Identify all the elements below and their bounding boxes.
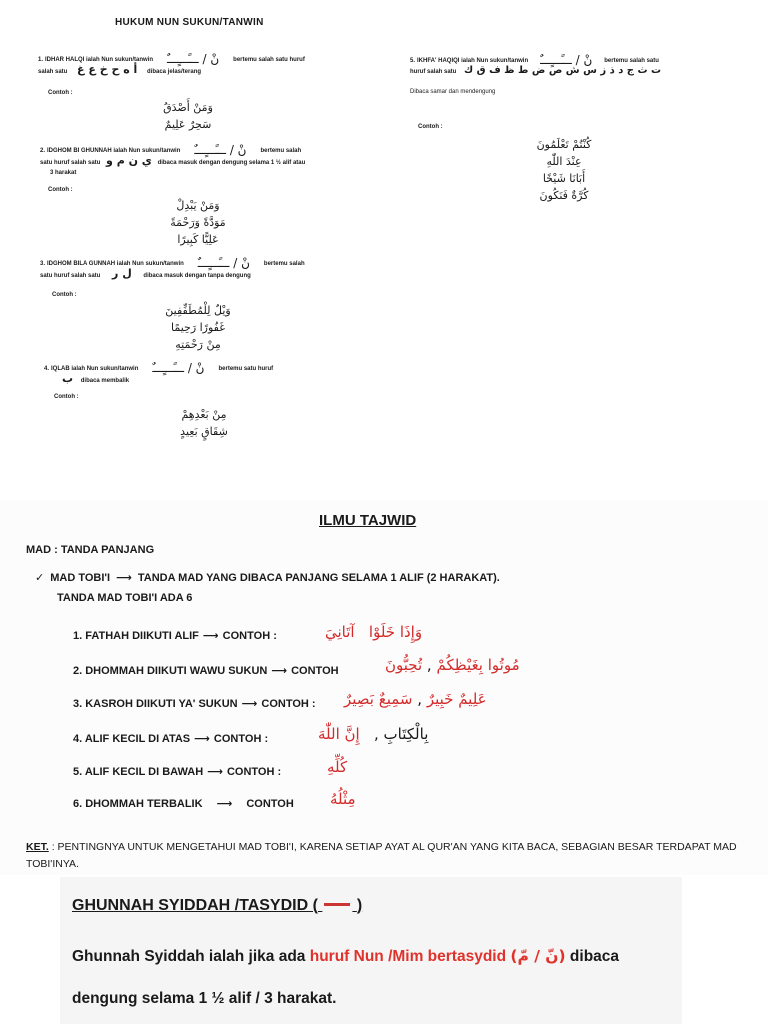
ket-text: : PENTINGNYA UNTUK MENGETAHUI MAD TOBI'I, KARENA SETIAP AYAT AL QUR'AN YANG KITA BACA, SEBAGIAN BESAR TERDAPAT MAD TOBI'INYA. [26,841,737,870]
definition-highlight: huruf Nun /Mim bertasydid [309,948,507,965]
mad-row-examples: عَلِيمٌ خَبِيرٌ , سَمِيعٌ بَصِيرٌ [344,690,487,708]
example-text: مِثْلُهُ [330,790,356,808]
example-text: عَلِيًّا كَبِيرًا [177,233,219,246]
nun-tanwin-symbol: نْ / ـــًـــٍـــٌ [167,52,220,66]
example-text: سَمِيعٌ بَصِيرٌ [344,690,413,708]
rule-idghom-bi-ghunnah [40,143,360,178]
mad-row-label: 3. KASROH DIIKUTI YA' SUKUN [73,698,238,710]
arrow-icon: ⟶ [116,572,132,584]
ket-label: KET. [26,841,49,853]
rule-heading: IQLAB ialah Nun sukun/tanwin [51,366,139,372]
mad-row-label: 6. DHOMMAH TERBALIK [73,798,203,810]
arrow-icon: ⟶ [202,630,219,642]
panel3-title-text: GHUNNAH SYIDDAH /TASYDID ( [72,897,318,914]
rule-tail: bertemu salah satu [604,58,659,64]
panel1-title: HUKUM NUN SUKUN/TANWIN [115,17,264,28]
example-text: إِنَّ اللّٰهَ [318,725,360,743]
mad-row-examples: بِالْكِتَابِ , إِنَّ اللّٰهَ [318,725,429,743]
rule-line3: 3 harakat [50,170,77,176]
example-text: مَوَدَّةً وَرَحْمَةً [170,216,226,229]
contoh-label: Contoh : [48,90,73,96]
example-text: وَمَنْ يَبْدِلْ [176,199,220,212]
rule-line2-pre: satu huruf salah satu [40,273,101,279]
example-text: كُنْتُمْ تَعْلَمُونَ [536,138,592,151]
mad-row [73,629,277,642]
mad-row-label: 5. ALIF KECIL DI BAWAH [73,766,204,778]
example-text: مُوتُوا بِغَيْظِكُمْ [436,656,520,674]
rule-heading: IDGHOM BI GHUNNAH ialah Nun sukun/tanwin [47,148,181,154]
example-text: أَبَانَا شَيْخًا [542,172,586,185]
mad-row-label: 1. FATHAH DIIKUTI ALIF [73,630,199,642]
rule-line2-post: dibaca masuk dengan dengung selama 1 ½ alif atau [157,160,306,166]
mad-row-contoh: CONTOH : [226,766,282,778]
example-text: غَفُورًا رَحِيمًا [170,321,225,334]
panel3-title-close: ) [356,897,363,914]
example-text: وَمَنْ أَصْدَقُ [163,101,213,114]
rule5-examples [504,136,624,204]
tobii-label: MAD TOBI'I [50,572,111,584]
ghunnah-definition [72,935,672,1020]
rule-heading: IDGHOM BILA GUNNAH ialah Nun sukun/tanwin [47,261,184,267]
rule-number: 4. [44,366,50,372]
rule-idghom-bila-ghunnah [40,256,360,281]
example-text: وَإِذَا خَلَوْا [368,623,423,641]
mad-row-contoh: CONTOH [291,665,339,677]
nun-sukun-rules-panel [0,0,768,455]
rule-line3: Dibaca samar dan mendengung [410,89,496,95]
ghunnah-syiddah-panel [60,877,682,1024]
panel3-title [72,897,362,915]
mad-row-examples [330,790,356,808]
definition-post: dibaca [569,948,620,965]
example-text: تُحِبُّونَ [385,656,423,674]
example-text: عِنْدَ اللّٰهِ [546,155,582,168]
mad-row-contoh: CONTOH : [222,630,277,642]
mad-row [73,765,281,778]
mad-row-contoh: CONTOH : [213,733,269,745]
rule-iqlab [44,361,364,386]
nun-tanwin-symbol: نْ / ـــًـــٍـــٌ [197,256,250,270]
nun-tanwin-symbol: نْ / ـــًـــٍـــٌ [152,361,205,375]
example-text: وَيْلٌ لِلْمُطَفِّفِينَ [165,304,231,317]
mad-label: MAD : TANDA PANJANG [26,544,155,556]
rule-number: 2. [40,148,46,154]
rule-tail: bertemu salah [260,148,302,154]
contoh-label: Contoh : [52,292,77,298]
rule-line2-pre: salah satu [38,69,68,75]
rule-tail: bertemu salah satu huruf [233,57,305,63]
example-text: آتَانِيَ [325,623,355,641]
rule-heading: IDHAR HALQI ialah Nun sukun/tanwin [45,57,154,63]
rule-line2-pre: huruf salah satu [410,69,457,75]
rule-line2-post: dibaca membalik [80,378,130,384]
rule-letters: ي ن م و [106,154,152,167]
example-text: عَلِيمٌ خَبِيرٌ [426,690,487,708]
example-text: بِالْكِتَابِ [383,725,429,743]
mad-row [73,797,294,810]
definition-arabic: (نّ / مّ) [510,947,566,965]
rule-number: 1. [38,57,44,63]
example-text: مِنْ رَحْمَتِهِ [175,338,221,351]
mad-row [73,697,316,710]
arrow-icon: ⟶ [241,698,258,710]
rule-letters: ب [62,372,74,385]
mad-row-contoh: CONTOH : [261,698,316,710]
mad-row-examples: مُوتُوا بِغَيْظِكُمْ , تُحِبُّونَ [385,656,520,674]
rule-letters: ت ث ج د ذ ز س ش ص ض ط ظ ف ق ك [464,65,662,76]
rule-ikhfa-haqiqi [410,53,710,97]
rule-number: 3. [40,261,46,267]
tobii-count: TANDA MAD TOBI'I ADA 6 [57,592,193,604]
arrow-icon: ⟶ [216,798,233,810]
rule-tail: bertemu satu huruf [218,366,274,372]
rule-heading: IKHFA' HAQIQI ialah Nun sukun/tanwin [417,58,529,64]
rule1-examples [128,99,248,133]
tasydid-mark-icon [324,903,350,906]
contoh-label: Contoh : [54,394,79,400]
ilmu-tajwid-panel [0,500,768,875]
example-text: سَحِرٌ عَلِيمٌ [164,118,212,131]
definition-line2: dengung selama 1 ½ alif / 3 harakat. [72,990,337,1007]
arrow-icon: ⟶ [194,733,210,745]
contoh-label: Contoh : [418,124,443,130]
tobii-description: TANDA MAD YANG DIBACA PANJANG SELAMA 1 ALIF (2 HARAKAT). [137,572,500,584]
definition-pre: Ghunnah Syiddah ialah jika ada [72,948,306,965]
rule-letters: ل ر [112,267,132,280]
check-icon: ✓ [35,572,45,584]
rule4-examples [144,406,264,440]
example-text: مِنْ بَعْدِهِمْ [181,408,227,421]
ket-note [26,839,746,873]
rule-idhar-halqi [38,52,358,77]
mad-tobii-definition [35,571,500,584]
rule-letters: أ ه ح خ ع غ [77,63,138,76]
rule3-examples [138,302,258,353]
mad-row-label: 4. ALIF KECIL DI ATAS [73,733,191,745]
rule-line2-post: dibaca jelas/terang [147,69,202,75]
rule-tail: bertemu salah [263,261,305,267]
mad-row [73,664,339,677]
rule2-examples [138,197,258,248]
rule-line2-post: dibaca masuk dengan tanpa dengung [143,273,251,279]
contoh-label: Contoh : [48,187,73,193]
panel2-title: ILMU TAJWID [319,512,417,529]
nun-tanwin-symbol: نْ / ـــًـــٍـــٌ [194,143,247,157]
arrow-icon: ⟶ [271,665,288,677]
mad-row-examples [325,623,422,641]
arrow-icon: ⟶ [207,766,223,778]
mad-row-contoh: CONTOH [246,798,294,810]
nun-tanwin-symbol: نْ / ـــًـــٍـــٌ [540,53,593,67]
rule-number: 5. [410,58,416,64]
example-text: كُلِّهِ [327,758,348,776]
mad-row-examples [327,758,347,776]
rule-line2-pre: satu huruf salah satu [40,160,101,166]
mad-row-label: 2. DHOMMAH DIIKUTI WAWU SUKUN [73,665,268,677]
example-text: شِقَاقٍ بَعِيدٍ [180,425,228,438]
mad-row [73,732,268,745]
example-text: كُرَّةٌ فَنَكُونَ [539,189,589,202]
